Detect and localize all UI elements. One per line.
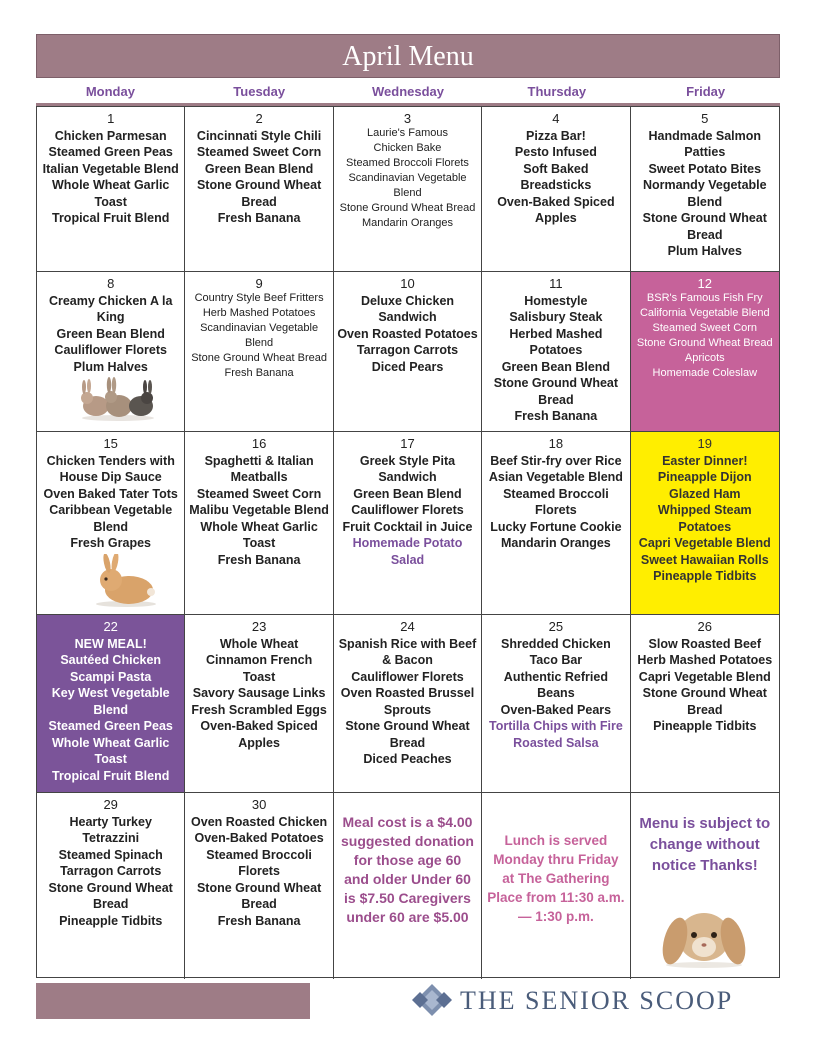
day-cell-19 bbox=[631, 432, 779, 615]
day-wednesday: Wednesday bbox=[371, 84, 444, 99]
menu-item: Greek Style Pita Sandwich bbox=[359, 453, 456, 484]
menu-item: Steamed Broccoli Florets bbox=[346, 157, 469, 169]
menu-item: Sweet Hawaiian Rolls bbox=[640, 552, 769, 567]
menu-item: Country Style Beef Fritters bbox=[194, 292, 324, 304]
date-number: 3 bbox=[403, 111, 412, 126]
date-number: 24 bbox=[400, 619, 415, 634]
menu-item: Fresh Banana bbox=[217, 552, 301, 567]
day-cell-3 bbox=[334, 107, 482, 272]
date-number: 8 bbox=[107, 276, 115, 291]
day-tuesday: Tuesday bbox=[233, 84, 286, 99]
day-cell-17 bbox=[334, 432, 482, 615]
menu-item-highlight: Tortilla Chips with Fire Roasted Salsa bbox=[488, 719, 623, 750]
date-number: 15 bbox=[103, 436, 118, 451]
day-cell-29 bbox=[37, 793, 185, 979]
menu-item: Oven-Baked Spiced Apples bbox=[200, 719, 318, 750]
menu-item: Plum Halves bbox=[667, 244, 742, 258]
menu-item: Caribbean Vegetable Blend bbox=[49, 503, 173, 534]
menu-item: Creamy Chicken A la King bbox=[48, 293, 173, 324]
menu-item: Stone Ground Wheat Bread bbox=[48, 880, 173, 911]
menu-item: Pineapple Dijon bbox=[657, 470, 752, 484]
day-cell-1 bbox=[37, 107, 185, 272]
menu-item: Malibu Vegetable Blend bbox=[189, 503, 329, 517]
menu-item: Asian Vegetable Blend bbox=[488, 470, 623, 484]
date-number: 23 bbox=[251, 619, 267, 634]
date-number: 10 bbox=[400, 276, 415, 291]
menu-item: Steamed Sweet Corn bbox=[196, 486, 322, 501]
menu-item: NEW MEAL! bbox=[74, 636, 147, 651]
day-cell-12 bbox=[631, 272, 779, 432]
menu-item: Scampi Pasta bbox=[70, 669, 152, 684]
menu-item: Cinnamon French Toast bbox=[205, 653, 313, 684]
menu-item: Fresh Banana bbox=[217, 211, 301, 225]
day-cell-2 bbox=[185, 107, 333, 272]
day-cell-4 bbox=[482, 107, 630, 272]
menu-item: Diced Pears bbox=[371, 359, 444, 374]
menu-item: Steamed Broccoli Florets bbox=[503, 486, 609, 517]
menu-item: Spanish Rice with Beef & Bacon bbox=[338, 636, 477, 667]
menu-item: Italian Vegetable Blend bbox=[42, 161, 179, 176]
day-cell-30 bbox=[185, 793, 333, 979]
bunny-image bbox=[91, 554, 161, 608]
day-cell-15 bbox=[37, 432, 185, 615]
menu-item: Cauliflower Florets bbox=[351, 669, 464, 684]
menu-item: Stone Ground Wheat Bread bbox=[345, 719, 470, 750]
menu-item: Fresh Banana bbox=[514, 409, 598, 423]
menu-item: Whole Wheat bbox=[219, 636, 299, 651]
menu-item: Stone Ground Wheat Bread bbox=[191, 352, 327, 364]
menu-item: Apricots bbox=[684, 352, 725, 364]
date-number: 19 bbox=[697, 436, 713, 451]
menu-item: Homemade Coleslaw bbox=[652, 367, 758, 379]
diamond-logo-icon bbox=[408, 982, 456, 1018]
menu-item: Chicken Bake bbox=[373, 142, 442, 154]
menu-item: Pineapple Tidbits bbox=[653, 569, 757, 583]
footer-bar bbox=[36, 983, 310, 1019]
menu-item: Tropical Fruit Blend bbox=[52, 211, 170, 225]
menu-item: Beef Stir-fry over Rice bbox=[490, 453, 622, 468]
date-number: 26 bbox=[697, 619, 713, 634]
menu-item: Steamed Sweet Corn bbox=[652, 322, 758, 334]
menu-item: Mandarin Oranges bbox=[501, 536, 611, 550]
date-number: 11 bbox=[549, 276, 563, 291]
title-bar bbox=[36, 34, 780, 78]
menu-item: Sweet Potato Bites bbox=[648, 161, 762, 176]
menu-item: Stone Ground Wheat Bread bbox=[642, 211, 767, 242]
day-cell-16 bbox=[185, 432, 333, 615]
menu-item: Cauliflower Florets bbox=[54, 343, 167, 357]
menu-item: Savory Sausage Links bbox=[192, 686, 326, 700]
menu-item: Whole Wheat Garlic Toast bbox=[200, 519, 318, 550]
page-title: April Menu bbox=[342, 41, 474, 72]
menu-item: Green Bean Blend bbox=[204, 161, 314, 176]
day-thursday: Thursday bbox=[527, 84, 587, 99]
menu-item: Taco Bar bbox=[529, 653, 583, 667]
lunch-hours-note: Lunch is served Monday thru Friday at The Gathering Place from 11:30 a.m. — 1:30 p.m. bbox=[482, 793, 630, 979]
menu-item: Laurie's Famous bbox=[367, 127, 448, 139]
date-number: 22 bbox=[103, 619, 118, 634]
menu-item: Salisbury Steak bbox=[509, 310, 603, 324]
date-number: 30 bbox=[251, 797, 267, 812]
date-number: 1 bbox=[107, 111, 115, 126]
menu-item: Plum Halves bbox=[73, 359, 148, 374]
menu-item: Breadsticks bbox=[520, 178, 592, 192]
menu-item: Fresh Banana bbox=[217, 913, 301, 928]
menu-item: Sautéed Chicken bbox=[60, 653, 162, 667]
day-friday: Friday bbox=[686, 84, 726, 99]
menu-item: Oven-Baked Pears bbox=[500, 702, 612, 717]
menu-item: Whole Wheat Garlic Toast bbox=[52, 178, 170, 209]
logo-text: THE SENIOR SCOOP bbox=[460, 986, 734, 1015]
menu-item: Tarragon Carrots bbox=[60, 864, 162, 878]
menu-item: Easter Dinner! bbox=[662, 453, 748, 468]
date-number: 9 bbox=[255, 276, 263, 291]
day-cell-5 bbox=[631, 107, 779, 272]
menu-item: Oven Baked Tater Tots bbox=[43, 486, 178, 501]
date-number: 25 bbox=[548, 619, 564, 634]
date-number: 2 bbox=[255, 111, 263, 126]
weekday-header bbox=[36, 81, 780, 103]
menu-item: Tetrazzini bbox=[82, 831, 140, 845]
menu-item: Oven Roasted Brussel Sprouts bbox=[340, 686, 475, 717]
bunnies-image bbox=[79, 376, 157, 422]
menu-item: Green Bean Blend bbox=[56, 326, 165, 341]
day-cell-9 bbox=[185, 272, 333, 432]
menu-item: Stone Ground Wheat Bread bbox=[642, 686, 767, 717]
menu-item: Fresh Grapes bbox=[70, 536, 151, 550]
menu-item: Homestyle bbox=[524, 293, 588, 308]
menu-item: Steamed Sweet Corn bbox=[196, 145, 322, 159]
date-number: 29 bbox=[103, 797, 118, 812]
menu-item: Mandarin Oranges bbox=[361, 217, 454, 229]
menu-item: Key West Vegetable Blend bbox=[51, 686, 170, 717]
date-number: 4 bbox=[552, 111, 560, 126]
menu-item: Pineapple Tidbits bbox=[59, 913, 163, 928]
lop-bunny-image bbox=[661, 895, 747, 969]
menu-item: Green Bean Blend bbox=[501, 359, 611, 374]
senior-scoop-logo bbox=[408, 982, 780, 1018]
menu-item: Pineapple Tidbits bbox=[653, 719, 757, 733]
menu-item: Pizza Bar! bbox=[526, 128, 586, 143]
menu-change-note bbox=[631, 793, 779, 979]
menu-item: Whole Wheat Garlic Toast bbox=[52, 735, 170, 766]
calendar-grid bbox=[36, 106, 780, 978]
menu-item: Capri Vegetable Blend bbox=[638, 669, 771, 684]
date-number: 5 bbox=[701, 111, 709, 126]
menu-item: Slow Roasted Beef bbox=[648, 636, 762, 651]
meal-cost-note: Meal cost is a $4.00 suggested donation for those age 60 and older Under 60 is $7.50 Caregivers under 60 are $5.00 bbox=[334, 793, 482, 979]
day-cell-8 bbox=[37, 272, 185, 432]
menu-item: Scandinavian Vegetable Blend bbox=[348, 172, 467, 199]
menu-item: Fresh Banana bbox=[224, 367, 294, 379]
menu-item: Steamed Spinach bbox=[58, 847, 163, 862]
day-cell-24 bbox=[334, 615, 482, 793]
menu-item: Lucky Fortune Cookie bbox=[490, 519, 622, 534]
menu-item: Diced Peaches bbox=[363, 752, 452, 766]
menu-item: Scandinavian Vegetable Blend bbox=[200, 322, 319, 349]
menu-item: Glazed Ham bbox=[669, 486, 741, 501]
date-number: 16 bbox=[251, 436, 267, 451]
day-monday: Monday bbox=[85, 84, 135, 99]
menu-item: Normandy Vegetable Blend bbox=[642, 178, 767, 209]
menu-item: Oven-Baked Potatoes bbox=[194, 831, 324, 845]
menu-item: BSR's Famous Fish Fry bbox=[646, 292, 763, 304]
menu-item: Herbed Mashed Potatoes bbox=[509, 326, 603, 357]
day-cell-26 bbox=[631, 615, 779, 793]
menu-item: Cauliflower Florets bbox=[351, 503, 464, 517]
menu-item: Handmade Salmon Patties bbox=[648, 128, 762, 159]
day-cell-11 bbox=[482, 272, 630, 432]
menu-item: Oven Roasted Chicken bbox=[191, 814, 328, 829]
day-cell-18 bbox=[482, 432, 630, 615]
menu-item: Oven Roasted Potatoes bbox=[337, 326, 478, 341]
day-cell-10 bbox=[334, 272, 482, 432]
day-cell-23 bbox=[185, 615, 333, 793]
menu-item: Authentic Refried Beans bbox=[503, 669, 608, 700]
menu-change-text: Menu is subject to change without notice Thanks! bbox=[639, 815, 771, 874]
menu-item: Fruit Cocktail in Juice bbox=[342, 519, 473, 534]
menu-item: Herb Mashed Potatoes bbox=[202, 307, 316, 319]
menu-item: Stone Ground Wheat Bread bbox=[196, 880, 322, 911]
menu-item: California Vegetable Blend bbox=[639, 307, 770, 319]
menu-item: Chicken Parmesan bbox=[54, 128, 167, 143]
menu-item: Spaghetti & Italian Meatballs bbox=[204, 453, 314, 484]
menu-item: Steamed Broccoli Florets bbox=[206, 847, 312, 878]
menu-item: Tropical Fruit Blend bbox=[52, 768, 170, 783]
menu-item: Stone Ground Wheat Bread bbox=[493, 376, 619, 407]
menu-item: Stone Ground Wheat Bread bbox=[636, 337, 773, 349]
menu-item: Chicken Tenders with House Dip Sauce bbox=[46, 453, 175, 484]
menu-item: Green Bean Blend bbox=[353, 486, 462, 501]
menu-item: Deluxe Chicken Sandwich bbox=[360, 293, 455, 324]
menu-item: Oven-Baked Spiced Apples bbox=[497, 194, 615, 225]
menu-item: Herb Mashed Potatoes bbox=[637, 653, 773, 667]
menu-item: Tarragon Carrots bbox=[356, 343, 459, 357]
menu-item: Pesto Infused bbox=[514, 145, 597, 159]
day-cell-22 bbox=[37, 615, 185, 793]
menu-item: Soft Baked bbox=[523, 161, 589, 176]
menu-item: Stone Ground Wheat Bread bbox=[339, 202, 476, 214]
menu-item: Stone Ground Wheat Bread bbox=[196, 178, 322, 209]
menu-item: Shredded Chicken bbox=[501, 636, 611, 651]
date-number: 18 bbox=[548, 436, 564, 451]
date-number: 17 bbox=[400, 436, 415, 451]
date-number: 12 bbox=[697, 276, 713, 291]
menu-item: Steamed Green Peas bbox=[48, 719, 173, 733]
menu-item: Whipped Steam Potatoes bbox=[657, 503, 752, 534]
menu-item: Steamed Green Peas bbox=[48, 145, 173, 159]
menu-item: Fresh Scrambled Eggs bbox=[191, 702, 327, 717]
day-cell-25 bbox=[482, 615, 630, 793]
menu-item: Hearty Turkey bbox=[69, 814, 152, 829]
menu-item: Capri Vegetable Blend bbox=[638, 536, 771, 550]
menu-item: Cincinnati Style Chili bbox=[196, 128, 322, 143]
menu-item-highlight: Homemade Potato Salad bbox=[352, 536, 463, 567]
